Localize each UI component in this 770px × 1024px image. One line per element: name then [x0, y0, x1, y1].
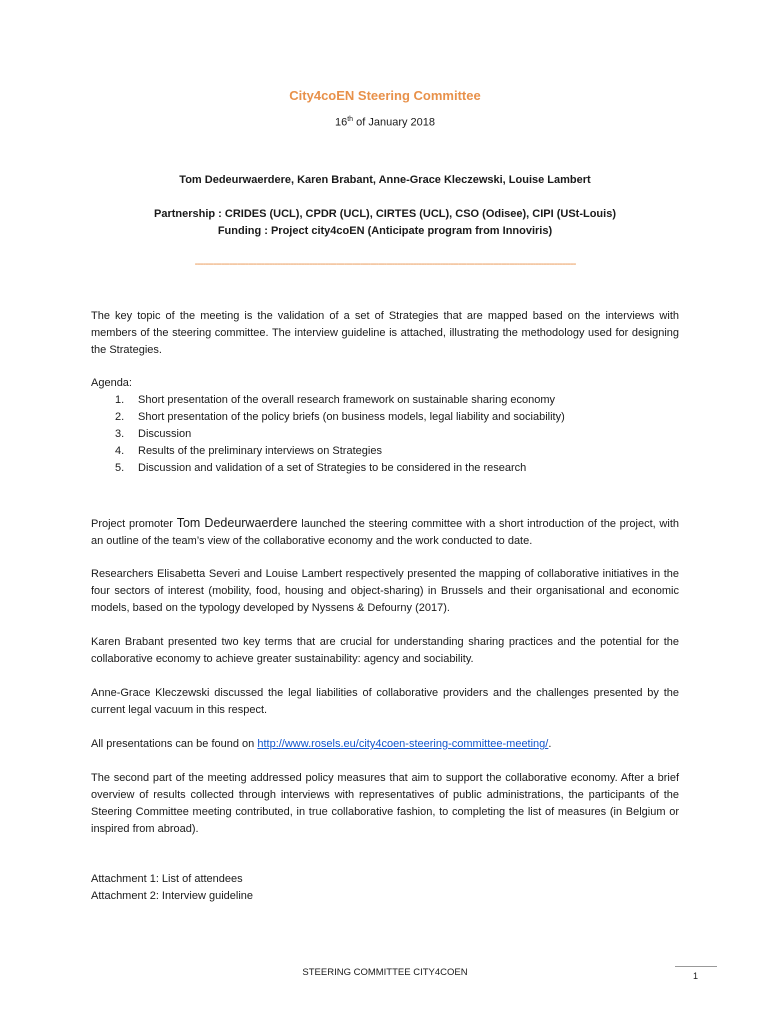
agenda-item-number: 5.	[115, 462, 125, 474]
agenda-item	[91, 411, 651, 428]
promoter-post: launched the steering committee with a short introduction of the project, with an outline of the team’s view of the collaborative economy and the work conducted to date.	[91, 518, 679, 547]
agenda-list	[91, 394, 651, 479]
agenda-item-text: Results of the preliminary interviews on Strategies	[138, 445, 382, 457]
agenda-item	[91, 394, 651, 411]
date-day: 16	[334, 116, 348, 129]
presentations-post: .	[548, 738, 552, 750]
agenda-item-text: Discussion	[138, 428, 192, 440]
attachment-2: Attachment 2: Interview guideline	[91, 890, 254, 902]
document-title: City4coEN Steering Committee	[289, 88, 481, 103]
presentations-paragraph	[91, 736, 679, 753]
meeting-date	[0, 116, 770, 129]
funding-line: Funding : Project city4coEN (Anticipate program from Innoviris)	[217, 225, 553, 237]
partnership-line: Partnership : CRIDES (UCL), CPDR (UCL), CIRTES (UCL), CSO (Odisee), CIPI (USt-Louis)	[153, 208, 616, 220]
agenda-item-text: Short presentation of the overall research framework on sustainable sharing economy	[138, 394, 556, 406]
presentations-pre: All presentations can be found on	[91, 738, 258, 750]
page-number-rule	[675, 966, 717, 967]
anne-paragraph: Anne-Grace Kleczewski discussed the legal liabilities of collaborative providers and the challenges presented by the current legal vacuum in this respect.	[91, 687, 679, 716]
second-part-paragraph: The second part of the meeting addressed policy measures that aim to support the collaborative economy. After a brief overview of results collected through interviews with representatives of public administrations, the participants of the Steering Committee meeting contributed, in true collaborative fashion, to completing the list of measures (in Belgium or inspired from abroad).	[91, 772, 679, 835]
agenda-item-text: Discussion and validation of a set of Strategies to be considered in the research	[138, 462, 527, 474]
agenda-item-text: Short presentation of the policy briefs (on business models, legal liability and sociability)	[138, 411, 565, 423]
authors-line: Tom Dedeurwaerdere, Karen Brabant, Anne-Grace Kleczewski, Louise Lambert	[179, 174, 591, 186]
agenda-item	[91, 462, 651, 479]
karen-paragraph: Karen Brabant presented two key terms that are crucial for understanding sharing practices and the potential for the collaborative economy to achieve greater sustainability: agency and sociability.	[91, 636, 679, 665]
promoter-pre: Project promoter	[91, 518, 177, 530]
intro-paragraph: The key topic of the meeting is the validation of a set of Strategies that are mapped based on the interviews with members of the steering committee. The interview guideline is attached, illustrating the methodology used for designing the Strategies.	[91, 310, 679, 356]
agenda-item-number: 2.	[115, 411, 125, 423]
promoter-name: Tom Dedeurwaerdere	[176, 516, 298, 530]
page-footer: STEERING COMMITTEE CITY4COEN	[302, 967, 468, 978]
promoter-paragraph	[91, 515, 679, 550]
agenda-item-number: 3.	[115, 428, 125, 440]
attachment-1: Attachment 1: List of attendees	[91, 873, 243, 885]
page-number: 1	[693, 971, 699, 981]
date-suffix: th	[347, 116, 354, 123]
presentations-link[interactable]: http://www.rosels.eu/city4coen-steering-committee-meeting/	[257, 738, 549, 750]
agenda-item	[91, 445, 651, 462]
separator-line: -----------------------------------------------------------------------------------------------------------------------------------------------	[194, 258, 576, 270]
agenda-item-number: 4.	[115, 445, 125, 457]
date-rest: of January 2018	[353, 116, 436, 129]
agenda-label: Agenda:	[91, 377, 132, 389]
researchers-paragraph: Researchers Elisabetta Severi and Louise Lambert respectively presented the mapping of collaborative initiatives in the four sectors of interest (mobility, food, housing and object-sharing) in Brussels and their organisational and economic models, based on the typology developed by Nyssens & Defourny (2017).	[91, 568, 679, 614]
agenda-item	[91, 428, 651, 445]
agenda-item-number: 1.	[115, 394, 125, 406]
